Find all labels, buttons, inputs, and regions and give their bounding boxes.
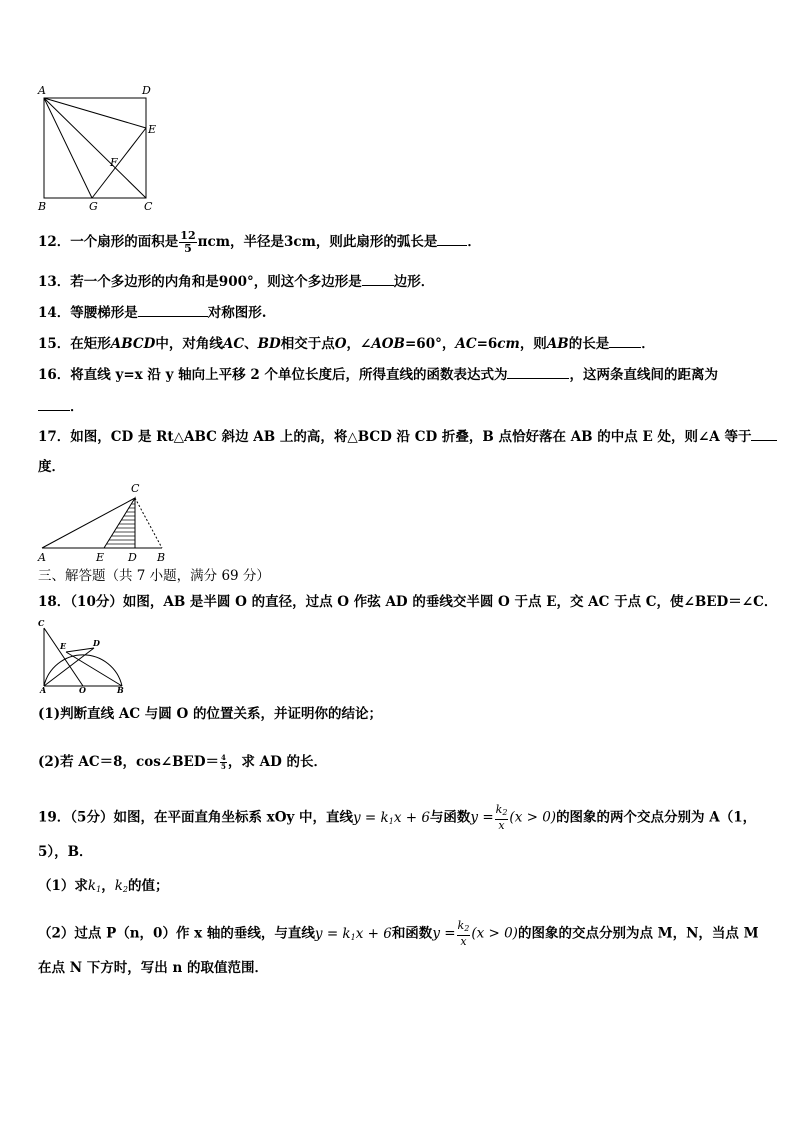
q19-part2-line-tail: x + 6 bbox=[355, 925, 392, 942]
q19-func-cond: (x > 0) bbox=[509, 809, 557, 826]
q19-part2-func-den: x bbox=[460, 935, 467, 948]
question-17-line2 bbox=[38, 457, 65, 477]
q19-text-before: 如图，在平面直角坐标系 xOy 中，直线 bbox=[113, 809, 354, 826]
q12-text-after: πcm，半径是3cm，则此扇形的弧长是 bbox=[197, 234, 438, 250]
q15-abcd: ABCD bbox=[110, 336, 156, 352]
semi-label-C: C bbox=[38, 618, 45, 628]
tri-label-D: D bbox=[128, 551, 137, 564]
q19-line-expr bbox=[353, 810, 430, 826]
q16-end: ． bbox=[70, 399, 84, 415]
label-A: A bbox=[38, 84, 46, 97]
q19-part2-line2-text: 在点 N 下方时，写出 n 的取值范围． bbox=[38, 960, 268, 976]
q19-line2: 5），B． bbox=[38, 844, 93, 860]
square-figure bbox=[30, 82, 170, 217]
q15-t2: 中，对角线 bbox=[155, 336, 223, 352]
triangle-figure bbox=[38, 490, 178, 560]
q16-text-after: ，这两条直线间的距离为 bbox=[569, 367, 718, 383]
semi-label-O: O bbox=[79, 685, 86, 695]
q18-part2-after: ，求 AD 的长． bbox=[227, 754, 327, 770]
q18-part2-before: (2)若 AC＝8，cos∠BED＝ bbox=[38, 754, 220, 770]
q19-part2-mid: 和函数 bbox=[391, 925, 433, 942]
q15-end: ． bbox=[641, 336, 655, 352]
q12-fraction bbox=[179, 230, 196, 255]
question-12 bbox=[38, 230, 481, 255]
q16-text-before: 将直线 y=x 沿 y 轴向上平移 2 个单位长度后，所得直线的函数表达式为 bbox=[70, 367, 508, 383]
q15-text: 在矩形 bbox=[70, 336, 111, 352]
q19-k1-k: k bbox=[87, 878, 97, 894]
question-18 bbox=[38, 592, 777, 612]
q19-line-sub: 1 bbox=[388, 816, 394, 826]
q15-t7: =6 bbox=[476, 336, 498, 352]
section-3-title-text: 三、解答题（共 7 小题，满分 69 分） bbox=[38, 568, 270, 584]
q19-k2-sub: 2 bbox=[122, 885, 128, 894]
semi-label-D: D bbox=[93, 638, 100, 648]
q15-aob: AOB bbox=[371, 336, 405, 352]
q15-cm: cm bbox=[497, 336, 520, 352]
q15-ac2: AC bbox=[455, 336, 477, 352]
q19-part1-after: 的值； bbox=[127, 878, 169, 894]
q19-part2-func-cond: (x > 0) bbox=[471, 925, 518, 942]
q19-text-mid: 与函数 bbox=[429, 809, 471, 826]
q19-number: 19． bbox=[38, 809, 71, 826]
q19-part2-after: 的图象的交点分别为点 M，N，当点 M bbox=[517, 925, 759, 942]
q17-answer-blank[interactable] bbox=[751, 426, 777, 441]
question-16-line2 bbox=[38, 396, 84, 417]
q19-part2-before: （2）过点 P（n，0）作 x 轴的垂线，与直线 bbox=[38, 925, 315, 942]
semi-label-E: E bbox=[60, 641, 67, 651]
q14-answer-blank[interactable] bbox=[138, 302, 208, 317]
q15-t3: 、 bbox=[244, 336, 258, 352]
q18-number: 18． bbox=[38, 594, 71, 610]
q19-func-num bbox=[495, 804, 509, 820]
q19-part2-line-k: y = k bbox=[314, 925, 351, 942]
q19-line-tail: x + 6 bbox=[393, 809, 430, 826]
q19-line-expr-k: y = k bbox=[353, 809, 389, 826]
q15-bd: BD bbox=[257, 336, 281, 352]
q18-part1 bbox=[38, 704, 382, 724]
question-15 bbox=[38, 333, 655, 354]
q19-part2-func-num-k: k bbox=[457, 919, 465, 932]
q15-answer-blank[interactable] bbox=[609, 333, 641, 348]
q19-part2-line-expr bbox=[315, 926, 392, 942]
tri-label-B: B bbox=[157, 551, 166, 564]
question-19-line2 bbox=[38, 842, 93, 862]
tri-label-C: C bbox=[131, 482, 140, 495]
q15-o: O bbox=[334, 336, 347, 352]
q19-part2 bbox=[38, 920, 759, 948]
q13-number: 13． bbox=[38, 274, 71, 290]
q15-number: 15． bbox=[38, 336, 71, 352]
q19-func-num-k: k bbox=[495, 803, 503, 816]
q12-text-before: 一个扇形的面积是 bbox=[70, 234, 179, 250]
q14-text-before: 等腰梯形是 bbox=[70, 305, 138, 321]
question-17 bbox=[38, 426, 777, 447]
label-B: B bbox=[38, 200, 47, 213]
q19-k1-sub: 1 bbox=[96, 885, 102, 894]
q15-t5: ，∠ bbox=[346, 336, 372, 352]
q19-part2-func-num bbox=[457, 920, 471, 936]
tri-label-E: E bbox=[96, 551, 105, 564]
label-C: C bbox=[144, 200, 153, 213]
q19-k2-k: k bbox=[114, 878, 123, 894]
q15-t8: ，则 bbox=[519, 336, 547, 352]
q14-number: 14． bbox=[38, 305, 71, 321]
q19-part2-func-num-sub: 2 bbox=[464, 924, 470, 933]
question-19 bbox=[38, 804, 756, 832]
q16-number: 16． bbox=[38, 367, 71, 383]
q13-text-after: 边形． bbox=[393, 274, 435, 290]
q15-t4: 相交于点 bbox=[280, 336, 335, 352]
q18-part2-den: 5 bbox=[221, 762, 226, 771]
q12-end: ． bbox=[467, 234, 481, 250]
q19-part2-line2 bbox=[38, 958, 268, 978]
label-D: D bbox=[142, 84, 151, 97]
q17-number: 17． bbox=[38, 429, 71, 445]
q18-points: （10分） bbox=[70, 594, 123, 610]
question-14 bbox=[38, 302, 267, 323]
q19-part2-func-fraction bbox=[457, 920, 471, 948]
q19-part1-before: （1）求 bbox=[38, 878, 88, 894]
q19-k2 bbox=[115, 878, 128, 894]
q18-part2-fraction bbox=[220, 754, 227, 771]
q18-part2-num: 4 bbox=[221, 753, 226, 762]
section-3-title bbox=[38, 566, 270, 586]
question-16 bbox=[38, 364, 718, 385]
q15-ab: AB bbox=[546, 336, 569, 352]
semi-label-B: B bbox=[117, 685, 124, 695]
q17-text-after: 度． bbox=[38, 459, 65, 475]
q18-text: 如图，AB 是半圆 O 的直径，过点 O 作弦 AD 的垂线交半圆 O 于点 E，交 AC 于点 C，使∠BED＝∠C． bbox=[122, 594, 778, 610]
label-G: G bbox=[89, 200, 98, 213]
question-13 bbox=[38, 271, 434, 292]
q18-part2 bbox=[38, 752, 327, 772]
q12-frac-num: 12 bbox=[180, 229, 196, 242]
q19-part1 bbox=[38, 876, 168, 900]
q15-t6: =60°， bbox=[404, 336, 456, 352]
label-F: F bbox=[110, 156, 118, 169]
q19-func-den: x bbox=[498, 819, 505, 832]
q15-ac: AC bbox=[222, 336, 245, 352]
q12-number: 12． bbox=[38, 234, 71, 250]
q13-text-before: 若一个多边形的内角和是900°，则这个多边形是 bbox=[70, 274, 362, 290]
q12-frac-den: 5 bbox=[184, 242, 192, 255]
q14-text-after: 对称图形. bbox=[207, 305, 267, 321]
tri-label-A: A bbox=[38, 551, 46, 564]
q16-answer-blank-1[interactable] bbox=[507, 364, 569, 379]
semicircle-figure bbox=[36, 620, 136, 695]
q12-answer-blank[interactable] bbox=[437, 231, 467, 246]
q15-t9: 的长是 bbox=[568, 336, 610, 352]
q19-part2-func-lhs: y = bbox=[432, 925, 456, 942]
q17-text-before: 如图，CD 是 Rt△ABC 斜边 AB 上的高，将△BCD 沿 CD 折叠，B 点恰好落在 AB 的中点 E 处，则∠A 等于 bbox=[70, 429, 752, 445]
label-E: E bbox=[148, 123, 157, 136]
q19-func-fraction bbox=[495, 804, 509, 832]
q18-part1-text: (1)判断直线 AC 与圆 O 的位置关系，并证明你的结论； bbox=[38, 706, 382, 722]
q19-k1 bbox=[88, 878, 101, 894]
q19-func-lhs: y = bbox=[470, 809, 494, 826]
semi-label-A: A bbox=[40, 685, 47, 695]
q19-part2-line-sub: 1 bbox=[350, 932, 356, 942]
q19-points: （5分） bbox=[70, 809, 114, 826]
q19-func-num-sub: 2 bbox=[502, 808, 508, 817]
q19-sep: ， bbox=[101, 878, 115, 894]
q16-answer-blank-2[interactable] bbox=[38, 396, 70, 411]
q19-text-after: 的图象的两个交点分别为 A（1， bbox=[556, 809, 757, 826]
q13-answer-blank[interactable] bbox=[362, 271, 394, 286]
